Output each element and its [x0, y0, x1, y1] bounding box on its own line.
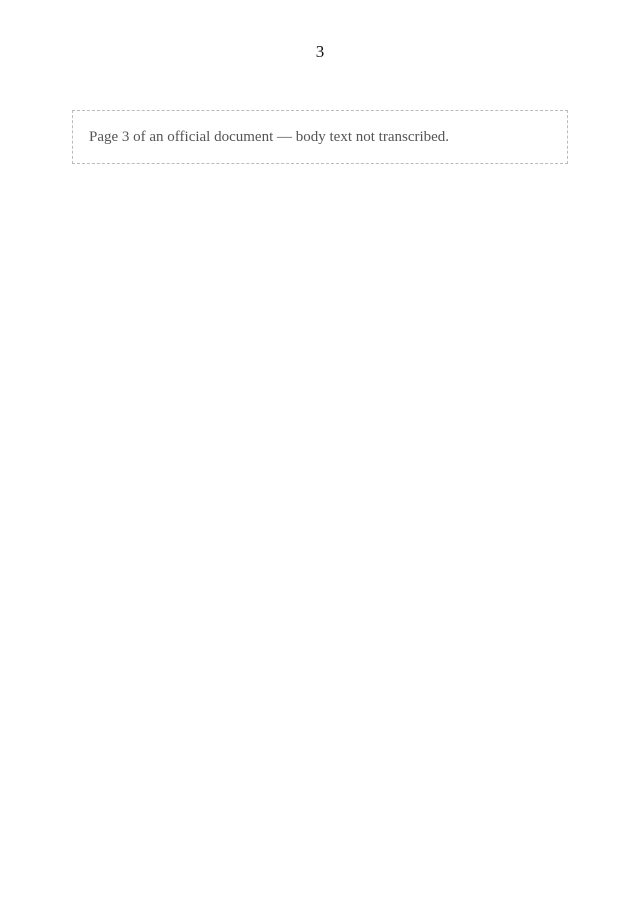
- transcription-note: Page 3 of an official document — body text not transcribed.: [72, 110, 568, 164]
- page-number: 3: [315, 42, 325, 61]
